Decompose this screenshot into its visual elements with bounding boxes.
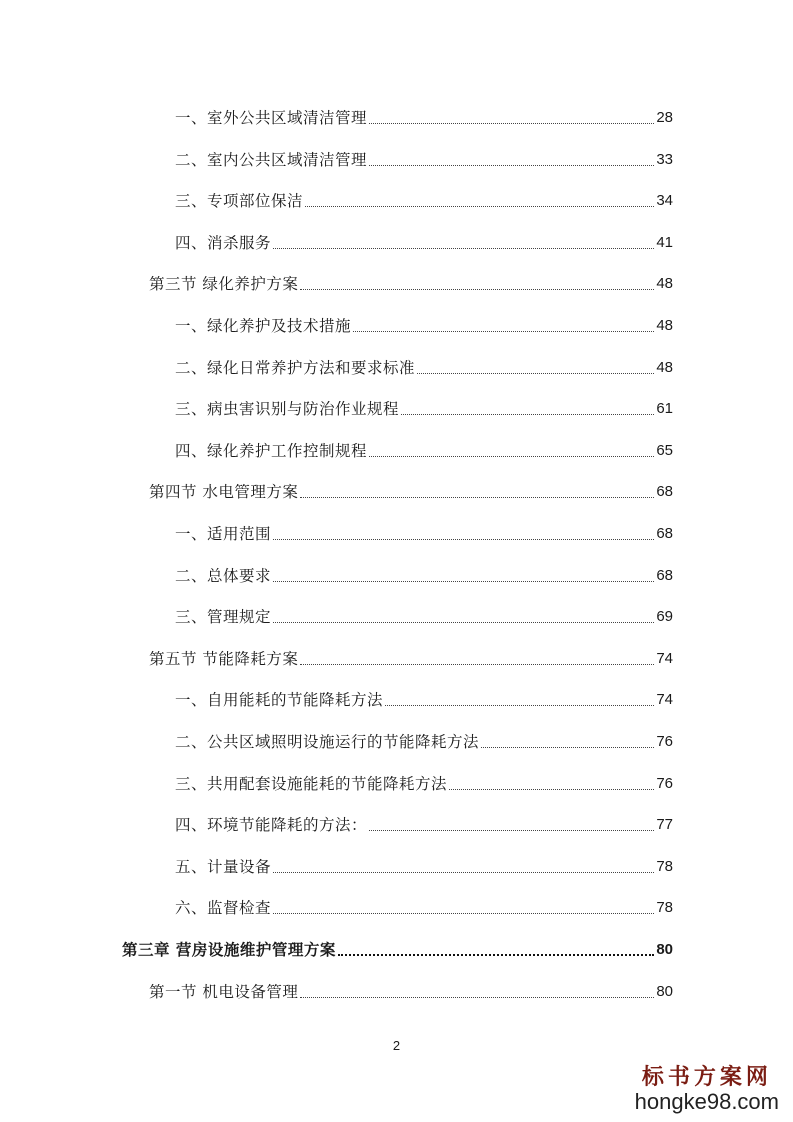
toc-dot-leader bbox=[449, 789, 654, 790]
toc-entry[interactable] bbox=[149, 978, 673, 1002]
toc-entry[interactable] bbox=[175, 312, 673, 336]
watermark-en-text: hongke98.com bbox=[634, 1089, 779, 1114]
toc-entry[interactable] bbox=[175, 562, 673, 586]
toc-entry-page: 77 bbox=[656, 816, 673, 833]
toc-entry-page: 48 bbox=[656, 359, 673, 376]
toc-entry-title: 三、病虫害识别与防治作业规程 bbox=[175, 400, 400, 418]
watermark-cn-text: 标书方案网 bbox=[641, 1064, 772, 1090]
toc-dot-leader bbox=[273, 913, 654, 914]
toc-entry-page: 28 bbox=[656, 109, 673, 126]
toc-entry-page: 78 bbox=[656, 899, 673, 916]
toc-entry[interactable] bbox=[175, 104, 673, 128]
toc-entry[interactable] bbox=[175, 229, 673, 253]
toc-entry-title: 第三章 营房设施维护管理方案 bbox=[122, 941, 336, 959]
toc-entry-page: 74 bbox=[656, 691, 673, 708]
toc-entry[interactable] bbox=[175, 811, 673, 835]
toc-entry-title: 三、专项部位保洁 bbox=[175, 192, 304, 210]
toc-entry[interactable] bbox=[175, 395, 673, 419]
toc-entry[interactable] bbox=[175, 728, 673, 752]
toc-entry[interactable] bbox=[175, 187, 673, 211]
toc-entry-page: 76 bbox=[656, 775, 673, 792]
watermark-logo bbox=[635, 1064, 779, 1114]
toc-entry-title: 四、环境节能降耗的方法： bbox=[175, 816, 368, 834]
toc-entry-page: 74 bbox=[656, 650, 673, 667]
toc-entry[interactable] bbox=[175, 520, 673, 544]
toc-dot-leader bbox=[338, 954, 654, 956]
toc-entry-title: 二、总体要求 bbox=[175, 567, 272, 585]
toc-entry-title: 第四节 水电管理方案 bbox=[149, 483, 299, 501]
toc-entry-title: 第三节 绿化养护方案 bbox=[149, 275, 299, 293]
toc-entry-title: 三、共用配套设施能耗的节能降耗方法 bbox=[175, 775, 448, 793]
toc-entry-page: 69 bbox=[656, 608, 673, 625]
toc-entry[interactable] bbox=[149, 478, 673, 502]
toc-entry[interactable] bbox=[175, 603, 673, 627]
toc-entry-title: 一、适用范围 bbox=[175, 525, 272, 543]
toc-entry-title: 二、室内公共区域清洁管理 bbox=[175, 151, 368, 169]
toc-dot-leader bbox=[300, 497, 654, 498]
toc-entry-page: 34 bbox=[656, 192, 673, 209]
page-number: 2 bbox=[392, 1038, 401, 1053]
toc-dot-leader bbox=[401, 414, 654, 415]
toc-entry[interactable] bbox=[175, 770, 673, 794]
toc-dot-leader bbox=[300, 289, 654, 290]
toc-entry-title: 五、计量设备 bbox=[175, 858, 272, 876]
toc-entry-page: 80 bbox=[656, 983, 673, 1000]
toc-entry-title: 二、绿化日常养护方法和要求标准 bbox=[175, 359, 416, 377]
toc-dot-leader bbox=[385, 705, 654, 706]
toc-dot-leader bbox=[273, 581, 654, 582]
toc-entry[interactable] bbox=[175, 146, 673, 170]
toc-entry-title: 第五节 节能降耗方案 bbox=[149, 650, 299, 668]
toc-dot-leader bbox=[273, 248, 654, 249]
toc-entry[interactable] bbox=[122, 936, 673, 960]
toc-dot-leader bbox=[273, 872, 654, 873]
toc-entry-page: 76 bbox=[656, 733, 673, 750]
toc-dot-leader bbox=[369, 123, 654, 124]
toc-entry-title: 六、监督检查 bbox=[175, 899, 272, 917]
toc-dot-leader bbox=[369, 830, 654, 831]
toc-dot-leader bbox=[273, 622, 654, 623]
toc-entry[interactable] bbox=[175, 437, 673, 461]
toc-entry[interactable] bbox=[175, 354, 673, 378]
toc-entry-page: 80 bbox=[656, 941, 673, 958]
toc-entry[interactable] bbox=[149, 270, 673, 294]
toc-dot-leader bbox=[300, 997, 654, 998]
toc-entry-page: 68 bbox=[656, 567, 673, 584]
toc-dot-leader bbox=[369, 165, 654, 166]
toc-entry-title: 一、自用能耗的节能降耗方法 bbox=[175, 691, 384, 709]
toc-entry[interactable] bbox=[175, 686, 673, 710]
toc-entry-page: 68 bbox=[656, 525, 673, 542]
toc-dot-leader bbox=[369, 456, 654, 457]
toc-entry-title: 二、公共区域照明设施运行的节能降耗方法 bbox=[175, 733, 480, 751]
toc-dot-leader bbox=[417, 373, 654, 374]
toc-entry-title: 第一节 机电设备管理 bbox=[149, 983, 299, 1001]
toc-dot-leader bbox=[273, 539, 654, 540]
toc-entry[interactable] bbox=[175, 853, 673, 877]
toc-entry-title: 三、管理规定 bbox=[175, 608, 272, 626]
toc-dot-leader bbox=[481, 747, 654, 748]
toc-dot-leader bbox=[305, 206, 654, 207]
toc-dot-leader bbox=[353, 331, 654, 332]
toc-entry-title: 四、绿化养护工作控制规程 bbox=[175, 442, 368, 460]
toc-entry-title: 一、室外公共区域清洁管理 bbox=[175, 109, 368, 127]
toc-dot-leader bbox=[300, 664, 654, 665]
toc-entry-title: 一、绿化养护及技术措施 bbox=[175, 317, 352, 335]
toc-entry-page: 48 bbox=[656, 275, 673, 292]
toc-entry-title: 四、消杀服务 bbox=[175, 234, 272, 252]
toc-entry[interactable] bbox=[175, 894, 673, 918]
toc-entry-page: 65 bbox=[656, 442, 673, 459]
toc-entry-page: 68 bbox=[656, 483, 673, 500]
toc-entry-page: 61 bbox=[656, 400, 673, 417]
toc-entry-page: 48 bbox=[656, 317, 673, 334]
toc-entry-page: 33 bbox=[656, 151, 673, 168]
toc-entry-page: 41 bbox=[656, 234, 673, 251]
toc-entry-page: 78 bbox=[656, 858, 673, 875]
toc-entry[interactable] bbox=[149, 645, 673, 669]
